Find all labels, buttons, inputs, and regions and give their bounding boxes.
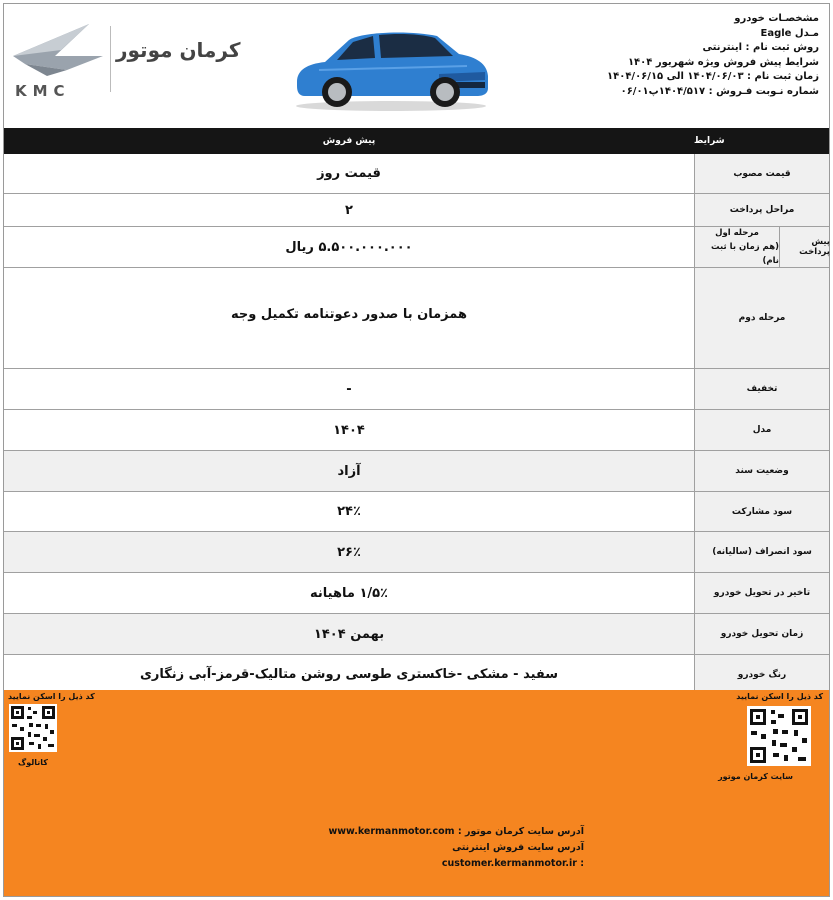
spec-model: مـدل Eagle — [760, 27, 819, 39]
row-label: مدل — [694, 410, 829, 450]
row-value: ۱/۵٪ ماهیانه — [310, 585, 388, 601]
catalog-qr[interactable] — [9, 704, 57, 752]
kmc-logo-icon — [7, 12, 113, 104]
table-row — [4, 655, 829, 695]
scan-caption-left: کد ذیل را اسکن نمایید — [8, 692, 95, 701]
row-value: ۲ — [345, 202, 353, 218]
scan-caption-right: کد ذیل را اسکن نمایید — [736, 692, 823, 701]
logo-divider — [110, 26, 111, 92]
site-address-line — [324, 824, 584, 840]
row-value: - — [346, 381, 352, 397]
site-addresses — [324, 824, 584, 872]
table-row — [4, 451, 829, 492]
spec-block — [569, 12, 819, 99]
car-icon — [289, 24, 494, 114]
brand-name: کرمان موتور — [116, 38, 241, 62]
table-row — [4, 410, 829, 451]
spec-registration-time: زمان ثبت نام : ۱۴۰۴/۰۶/۰۳ الی ۱۴۰۴/۰۶/۱۵ — [607, 71, 819, 82]
table-row — [4, 614, 829, 655]
table-row — [4, 268, 829, 369]
row-label: مرحله دوم — [694, 268, 829, 368]
row-value: همزمان با صدور دعوتنامه تکمیل وجه — [231, 306, 467, 322]
table-row — [4, 154, 829, 194]
spec-registration-method: روش ثبت نام : اینترنتی — [702, 42, 819, 53]
row-value: ۱۴۰۴ — [333, 422, 365, 438]
prepayment-stage-label: مرحله اول — [715, 228, 759, 238]
svg-text:KMC: KMC — [15, 82, 71, 100]
table-row — [4, 194, 829, 227]
table-row — [4, 532, 829, 573]
spec-title: مشخصـات خودرو — [734, 13, 819, 24]
row-value: آزاد — [337, 463, 361, 479]
row-value: سفید - مشکی -خاکستری طوسی روشن متالیک-قرمز-آبی زنگاری — [139, 667, 559, 682]
price-sheet — [3, 3, 830, 897]
prepayment-row — [4, 227, 829, 268]
sale-address-label: آدرس سایت فروش اینترنتی — [452, 842, 584, 853]
row-value: قیمت روز — [317, 166, 381, 181]
site-qr[interactable] — [747, 706, 811, 766]
spec-sale-number: شماره نـوبت فـروش : ۱۴۰۴/۵۱۷پ۰۶/۰۱ — [620, 85, 819, 97]
row-label: سود مشارکت — [694, 492, 829, 531]
spec-conditions: شرایط پیش فروش ویژه شهریور ۱۴۰۴ — [627, 56, 819, 68]
footer — [4, 690, 829, 896]
table-row — [4, 573, 829, 614]
row-value: ۲۴٪ — [337, 504, 361, 519]
prepayment-value: ۵.۵۰۰.۰۰۰.۰۰۰ ریال — [285, 239, 413, 255]
table-row — [4, 492, 829, 532]
kmc-logo — [7, 12, 113, 104]
car-image — [289, 24, 494, 114]
table-header-label: شرایط — [694, 136, 725, 146]
table-row — [4, 369, 829, 410]
prepayment-label — [694, 227, 829, 267]
row-label: زمان تحویل خودرو — [694, 614, 829, 654]
row-value: بهمن ۱۴۰۴ — [313, 626, 385, 642]
row-value: ۲۶٪ — [337, 544, 361, 560]
sheet-header — [4, 4, 829, 125]
prepayment-group-label: پیش پرداخت — [799, 237, 830, 257]
row-label: قیمت مصوب — [694, 154, 829, 193]
table-header-value: پیش فروش — [322, 136, 376, 146]
table-header-row — [4, 128, 829, 154]
qr-code-icon — [747, 706, 811, 766]
row-label: رنگ خودرو — [694, 655, 829, 694]
site-address-link[interactable]: www.kermanmotor.com — [328, 826, 455, 837]
sale-address-link[interactable]: customer.kermanmotor.ir : — [441, 858, 584, 869]
site-label: سایت کرمان موتور — [718, 772, 793, 781]
row-label: تاخیر در تحویل خودرو — [694, 573, 829, 613]
catalog-label: کاتالوگ — [18, 758, 48, 767]
row-label: مراحل پرداخت — [694, 194, 829, 226]
qr-code-icon — [9, 704, 57, 752]
row-label: سود انصراف (سالیانه) — [694, 532, 829, 572]
row-label: وضعیت سند — [694, 451, 829, 491]
prepayment-stage — [695, 227, 780, 267]
prepayment-stage-sub: (هم زمان با ثبت نام) — [711, 242, 779, 266]
site-address-label: آدرس سایت کرمان موتور : — [457, 826, 584, 837]
sale-address-line — [324, 840, 584, 872]
row-label: تخفیف — [694, 369, 829, 409]
